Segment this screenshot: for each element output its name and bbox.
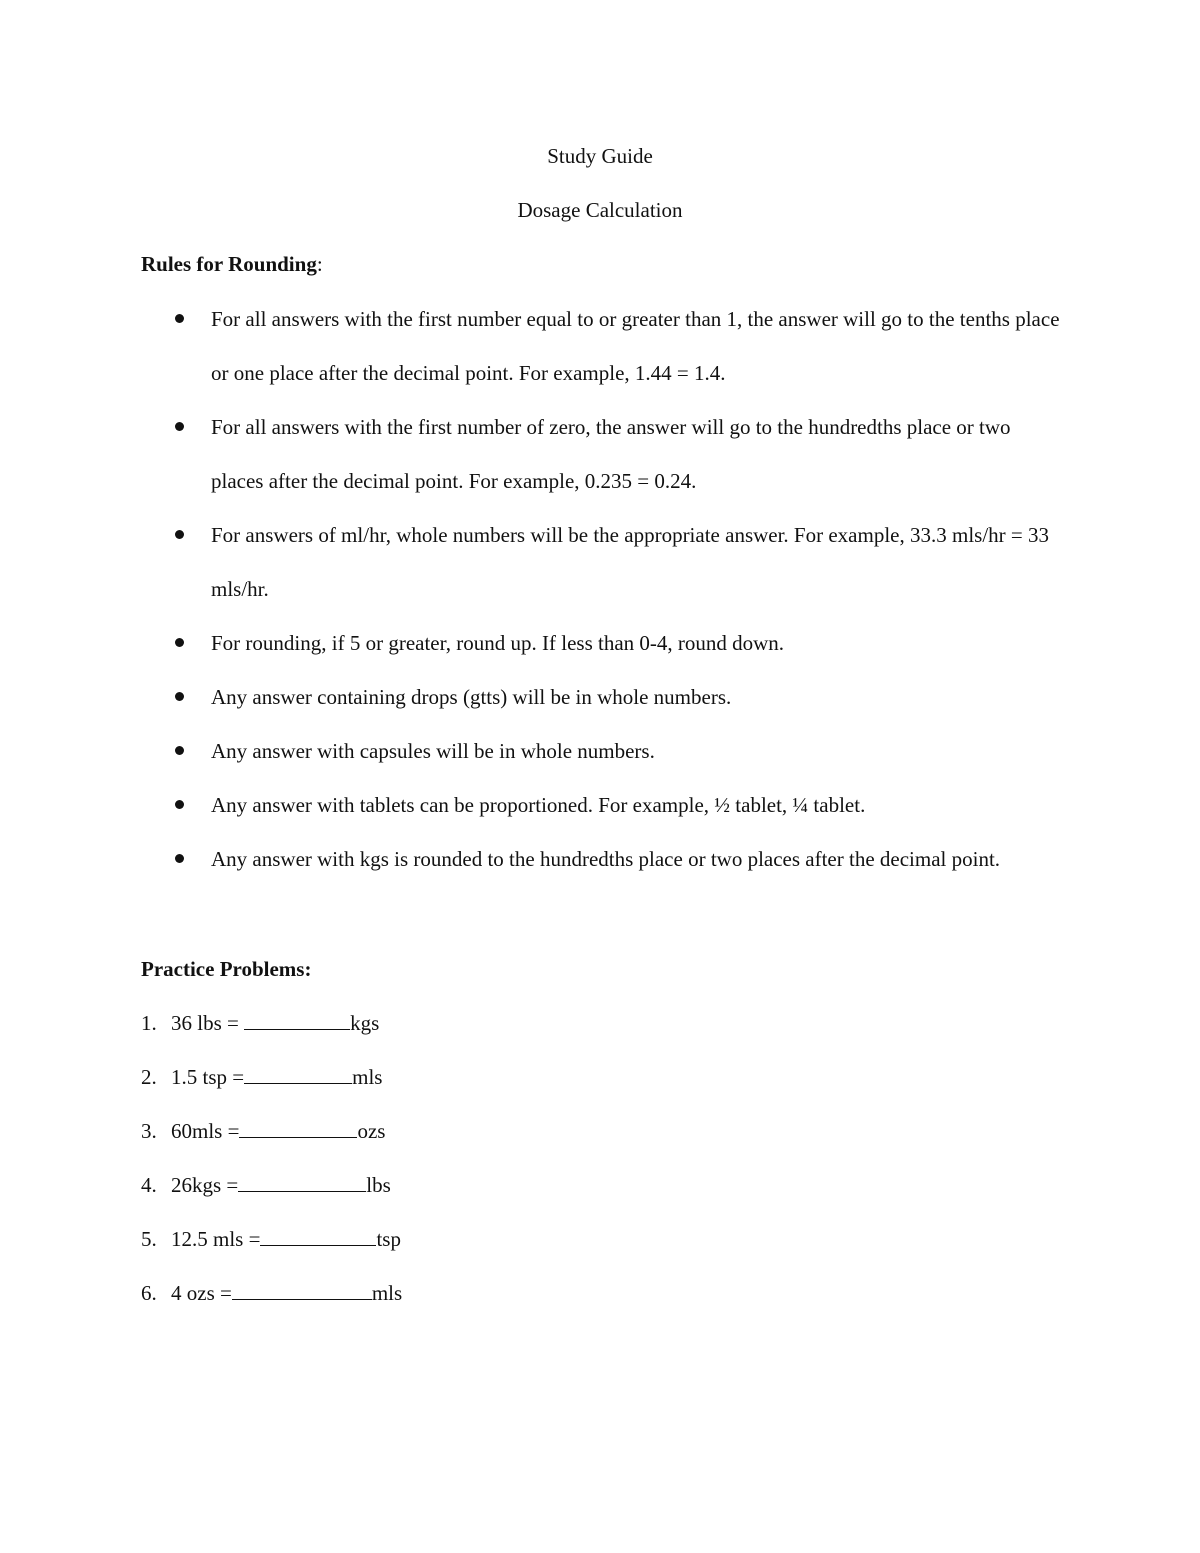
problem-unit: kgs xyxy=(350,1011,380,1035)
problem-prompt: 26kgs = xyxy=(171,1173,239,1197)
problem-unit: mls xyxy=(371,1281,403,1305)
rule-item xyxy=(211,292,1061,400)
rule-text: Any answer with capsules will be in whole numbers. xyxy=(211,739,655,763)
answer-blank[interactable] xyxy=(232,1279,372,1300)
bullet-icon xyxy=(175,746,184,755)
bullet-icon xyxy=(175,530,184,539)
rule-text: Any answer containing drops (gtts) will be in whole numbers. xyxy=(211,685,732,709)
problem-prompt: 60mls = xyxy=(171,1119,240,1143)
rules-heading-text: Rules for Rounding xyxy=(141,252,317,276)
rule-text: For answers of ml/hr, whole numbers will be the appropriate answer. For example, 33.3 mls/hr = 33 mls/hr. xyxy=(211,523,1050,601)
rule-item xyxy=(211,508,1061,616)
rule-text: For all answers with the first number equal to or greater than 1, the answer will go to the tenths place or one place after the decimal point. For example, 1.44 = 1.4. xyxy=(211,307,1060,385)
document-subtitle: Dosage Calculation xyxy=(517,198,683,222)
problem-unit: lbs xyxy=(366,1173,391,1197)
problem-number: 2. xyxy=(141,1065,157,1089)
rule-item xyxy=(211,670,1061,724)
problem-prompt: 12.5 mls = xyxy=(171,1227,261,1251)
rule-text: For all answers with the first number of zero, the answer will go to the hundredths place or two places after the decimal point. For example, 0.235 = 0.24. xyxy=(211,415,1011,493)
problem-unit: tsp xyxy=(376,1227,401,1251)
practice-heading xyxy=(141,955,311,983)
bullet-icon xyxy=(175,314,184,323)
bullet-icon xyxy=(175,422,184,431)
rule-text: Any answer with kgs is rounded to the hundredths place or two places after the decimal point. xyxy=(211,847,1001,871)
document-title: Study Guide xyxy=(547,144,653,168)
practice-problem xyxy=(141,1171,391,1199)
bullet-icon xyxy=(175,638,184,647)
rule-item xyxy=(211,400,1061,508)
problem-number: 5. xyxy=(141,1227,157,1251)
rule-item xyxy=(211,778,1061,832)
rules-heading-colon: : xyxy=(316,252,323,276)
problem-prompt: 36 lbs = xyxy=(171,1011,245,1035)
rule-item xyxy=(211,832,1061,886)
problem-number: 3. xyxy=(141,1119,157,1143)
answer-blank[interactable] xyxy=(244,1009,350,1030)
bullet-icon xyxy=(175,800,184,809)
rules-heading xyxy=(141,250,323,278)
rule-item xyxy=(211,724,1061,778)
rule-item xyxy=(211,616,1061,670)
problem-number: 6. xyxy=(141,1281,157,1305)
problem-prompt: 4 ozs = xyxy=(171,1281,232,1305)
answer-blank[interactable] xyxy=(260,1225,376,1246)
answer-blank[interactable] xyxy=(244,1063,352,1084)
problem-prompt: 1.5 tsp = xyxy=(171,1065,245,1089)
problem-unit: mls xyxy=(352,1065,383,1089)
bullet-icon xyxy=(175,692,184,701)
rule-text: For rounding, if 5 or greater, round up. If less than 0-4, round down. xyxy=(211,631,785,655)
practice-problem xyxy=(141,1279,402,1307)
problem-number: 4. xyxy=(141,1173,157,1197)
problem-number: 1. xyxy=(141,1011,157,1035)
problem-unit: ozs xyxy=(357,1119,386,1143)
answer-blank[interactable] xyxy=(238,1171,366,1192)
practice-problem xyxy=(141,1009,379,1037)
practice-problem xyxy=(141,1117,385,1145)
practice-problem xyxy=(141,1063,382,1091)
bullet-icon xyxy=(175,854,184,863)
rule-text: Any answer with tablets can be proportioned. For example, ½ tablet, ¼ tablet. xyxy=(211,793,866,817)
practice-heading-text: Practice Problems: xyxy=(141,957,312,981)
practice-problem xyxy=(141,1225,401,1253)
answer-blank[interactable] xyxy=(239,1117,357,1138)
